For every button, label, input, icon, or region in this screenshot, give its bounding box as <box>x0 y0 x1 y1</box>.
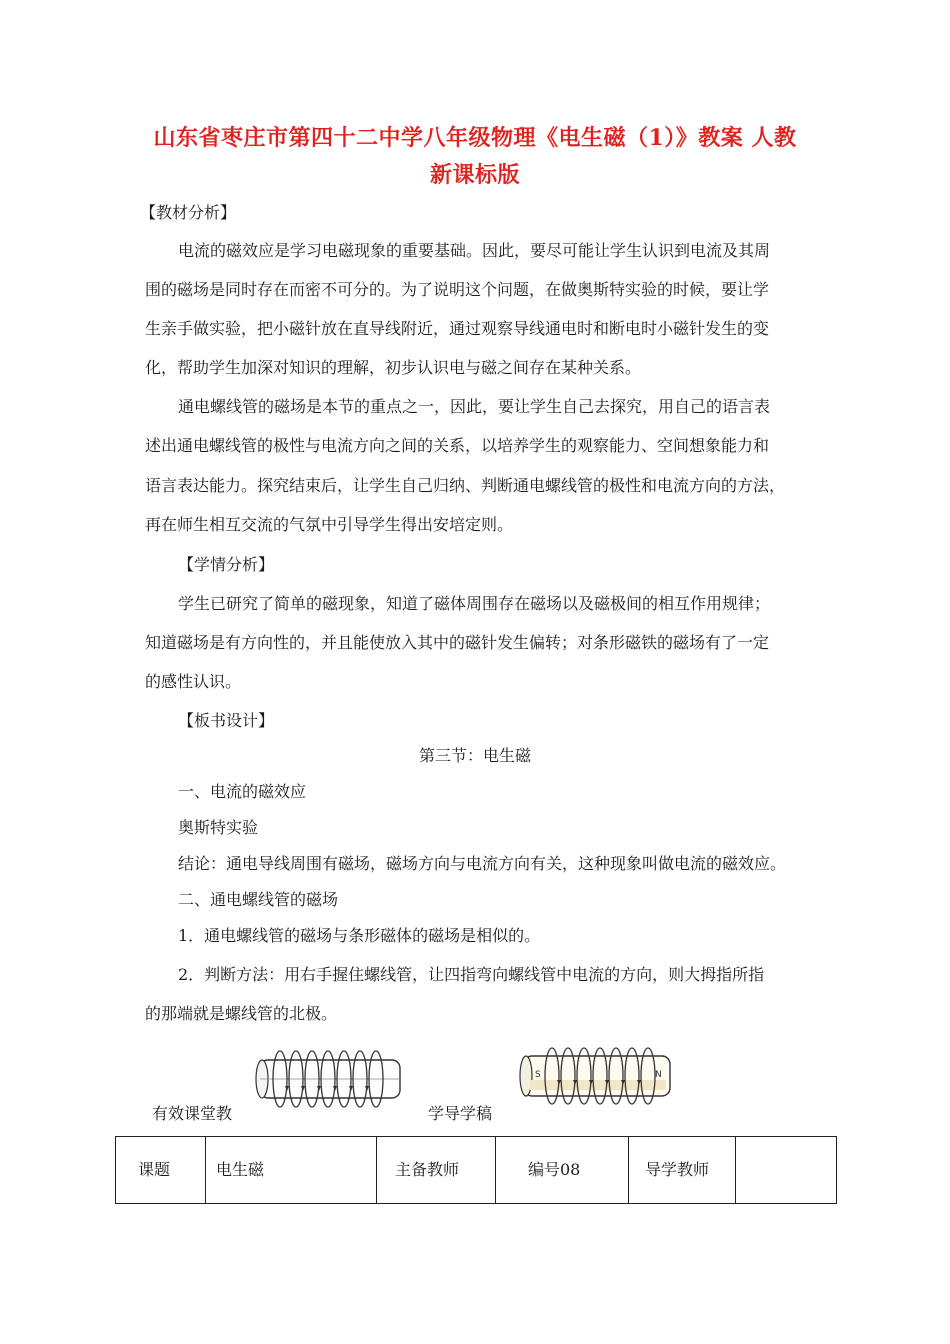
paragraph-line: 电流的磁效应是学习电磁现象的重要基础。因此，要尽可能让学生认识到电流及其周 <box>178 241 771 260</box>
solenoid-diagram-left <box>252 1046 408 1112</box>
board-point-2-cont: 的那端就是螺线管的北极。 <box>145 1004 338 1023</box>
board-conclusion: 结论：通电导线周围有磁场，磁场方向与电流方向有关，这种现象叫做电流的磁效应。 <box>178 854 787 873</box>
lesson-info-table <box>115 1136 837 1204</box>
paragraph-line: 围的磁场是同时存在而密不可分的。为了说明这个问题，在做奥斯特实验的时候，要让学 <box>145 280 770 299</box>
footer-label-left: 有效课堂教 <box>152 1104 233 1123</box>
paragraph-line: 的感性认识。 <box>145 672 242 691</box>
table-cell-topic-label: 课题 <box>116 1137 206 1204</box>
solenoid-diagram-right <box>518 1044 678 1110</box>
section-heading-student-analysis: 【学情分析】 <box>178 555 275 574</box>
table-cell-guide-teacher-value <box>736 1137 837 1204</box>
north-pole-label: N <box>655 1070 662 1080</box>
document-title-line-1: 山东省枣庄市第四十二中学八年级物理《电生磁（1）》教案 人教 <box>153 125 797 151</box>
document-title-line-2: 新课标版 <box>429 162 520 188</box>
footer-label-right: 学导学稿 <box>428 1104 493 1123</box>
south-pole-label: S <box>535 1070 541 1080</box>
paragraph-line: 通电螺线管的磁场是本节的重点之一，因此，要让学生自己去探究，用自己的语言表 <box>178 397 771 416</box>
table-cell-number: 编号08 <box>496 1137 629 1204</box>
table-row <box>116 1137 837 1204</box>
board-point-2: 2．判断方法：用右手握住螺线管，让四指弯向螺线管中电流的方向，则大拇指所指 <box>178 965 765 984</box>
section-heading-textbook-analysis: 【教材分析】 <box>140 203 237 222</box>
paragraph-line: 知道磁场是有方向性的，并且能使放入其中的磁针发生偏转；对条形磁铁的磁场有了一定 <box>145 633 770 652</box>
board-point-1: 1．通电螺线管的磁场与条形磁体的磁场是相似的。 <box>178 926 541 945</box>
table-cell-guide-teacher-label: 导学教师 <box>629 1137 736 1204</box>
board-item-2: 二、通电螺线管的磁场 <box>178 890 339 909</box>
paragraph-line: 语言表达能力。探究结束后，让学生自己归纳、判断通电螺线管的极性和电流方向的方法， <box>145 476 786 495</box>
board-section-title: 第三节：电生磁 <box>418 746 531 765</box>
table-cell-topic-value: 电生磁 <box>206 1137 377 1204</box>
paragraph-line: 化，帮助学生加深对知识的理解，初步认识电与磁之间存在某种关系。 <box>145 358 642 377</box>
paragraph-line: 生亲手做实验，把小磁针放在直导线附近，通过观察导线通电时和断电时小磁针发生的变 <box>145 319 770 338</box>
table-cell-lead-teacher-label: 主备教师 <box>377 1137 496 1204</box>
paragraph-line: 学生已研究了简单的磁现象，知道了磁体周围存在磁场以及磁极间的相互作用规律； <box>178 594 771 613</box>
paragraph-line: 再在师生相互交流的气氛中引导学生得出安培定则。 <box>145 515 514 534</box>
paragraph-line: 述出通电螺线管的极性与电流方向之间的关系，以培养学生的观察能力、空间想象能力和 <box>145 436 770 455</box>
board-item-1: 一、电流的磁效应 <box>178 782 307 801</box>
section-heading-board-design: 【板书设计】 <box>178 711 275 730</box>
board-item-1-sub: 奥斯特实验 <box>178 818 259 837</box>
